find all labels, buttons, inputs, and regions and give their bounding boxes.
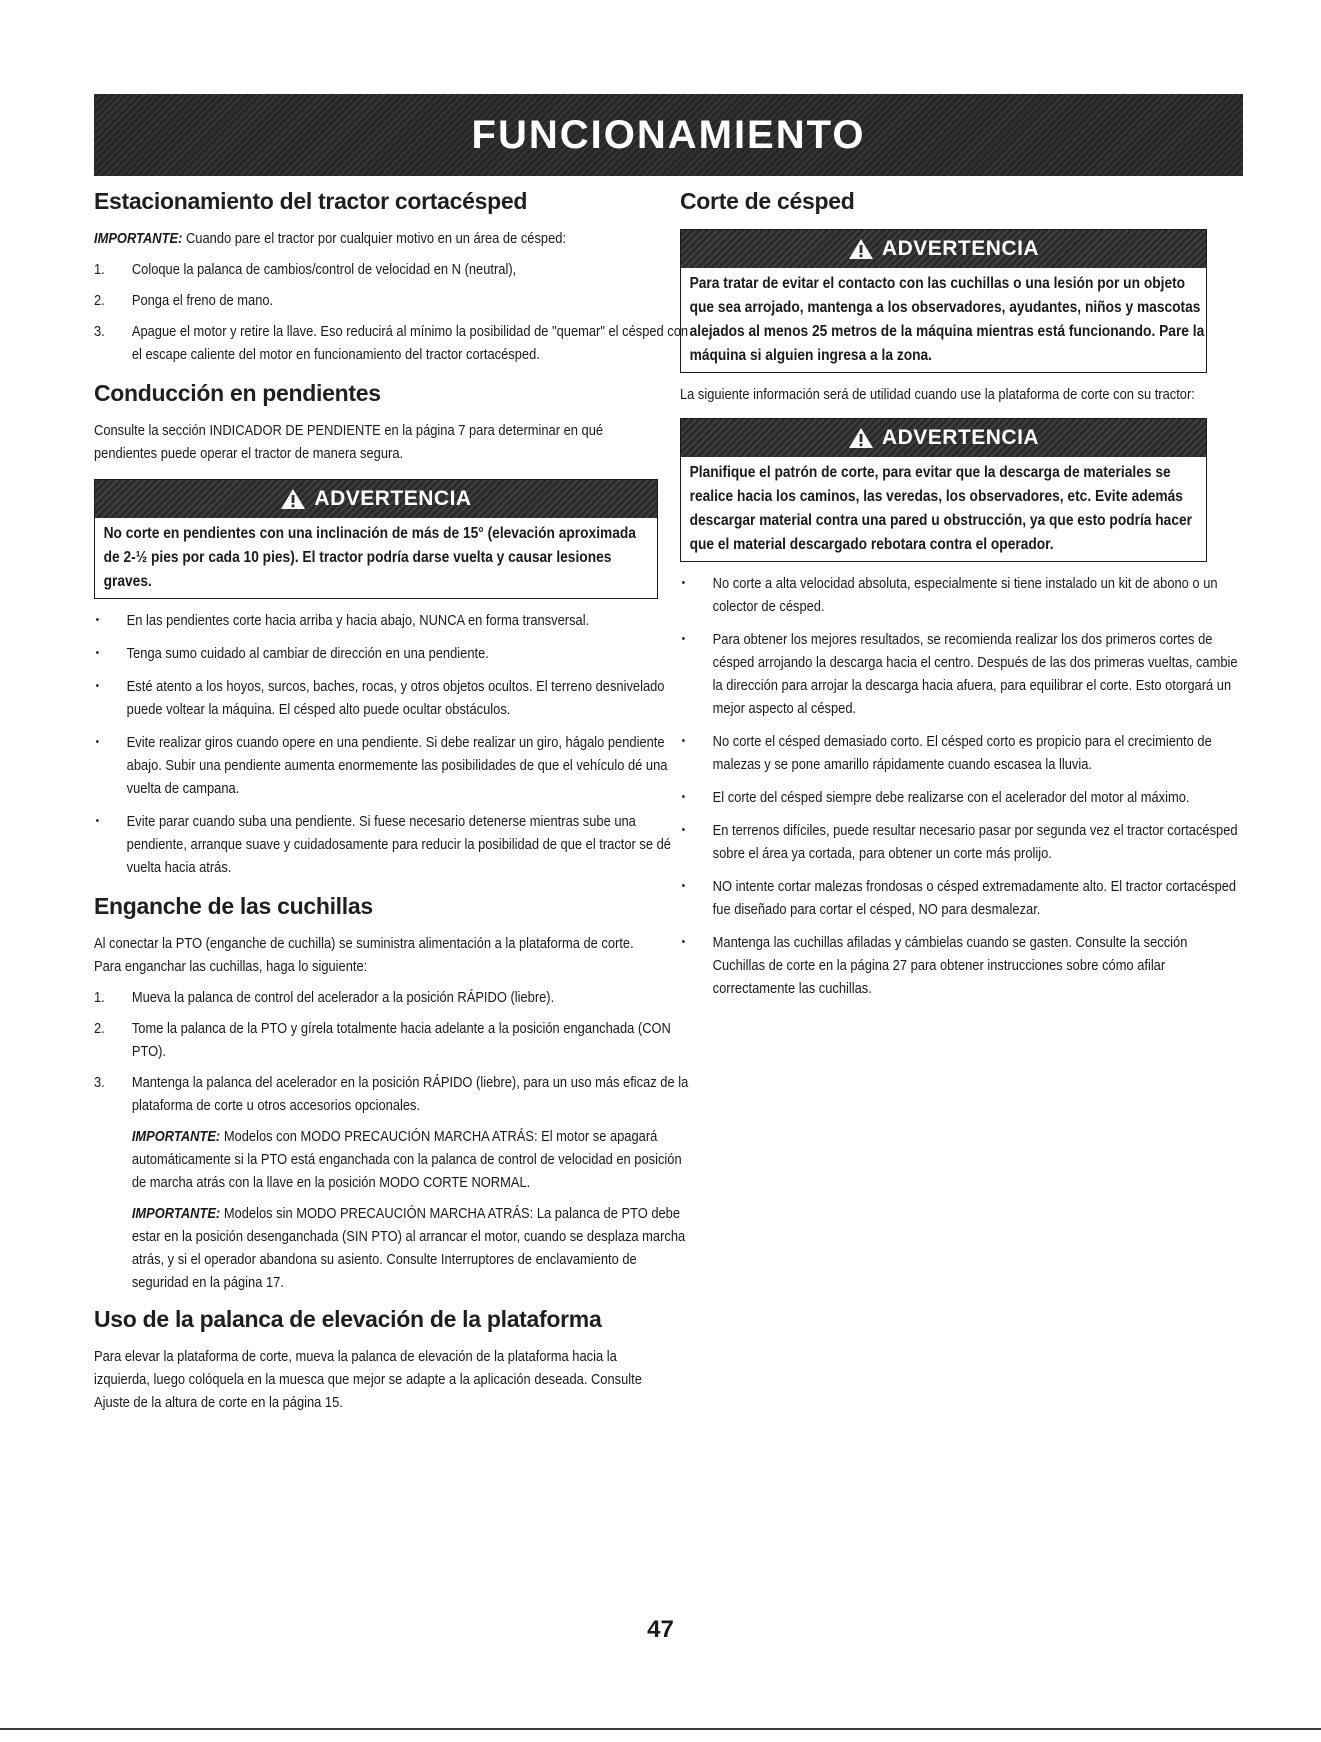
warning-box-slopes xyxy=(94,479,658,599)
item-number: 2. xyxy=(94,292,105,309)
important-label: IMPORTANTE: xyxy=(131,1205,221,1222)
item-text: Mueva la palanca de control del acelerador a la posición RÁPIDO (liebre). xyxy=(131,989,555,1006)
list-item: • En terrenos difíciles, puede resultar necesario pasar por segunda vez el tractor cortacésped sobre el área ya cortada, para obtener un corte más prolijo. xyxy=(680,819,1238,865)
important-text: Modelos sin MODO PRECAUCIÓN MARCHA ATRÁS: La palanca de PTO debe estar en la posición desenganchada (SIN PTO) al arrancar el motor, cuando se desplaza marcha atrás, y si el operador abandona su asiento. Consulte Interruptores de enclavamiento de seguridad en la página 17. xyxy=(131,1205,686,1291)
warning-header xyxy=(681,419,1206,457)
page-number: 47 xyxy=(647,1616,674,1643)
left-column xyxy=(94,188,689,1422)
warning-triangle-icon xyxy=(280,488,306,510)
item-text: Tome la palanca de la PTO y gírela totalmente hacia adelante a la posición enganchada (CON PTO). xyxy=(131,1020,671,1060)
warning-box-discharge xyxy=(680,418,1207,562)
item-number: 3. xyxy=(94,323,105,340)
heading-mowing: Corte de césped xyxy=(680,188,855,214)
heading-slopes: Conducción en pendientes xyxy=(94,380,381,406)
item-text: Ponga el freno de mano. xyxy=(131,292,274,309)
list-item: • En las pendientes corte hacia arriba y hacia abajo, NUNCA en forma transversal. xyxy=(94,609,689,632)
item-number: 2. xyxy=(94,1020,105,1037)
item-number: 1. xyxy=(94,261,105,278)
list-item: • Esté atento a los hoyos, surcos, baches, rocas, y otros objetos ocultos. El terreno desnivelado puede voltear la máquina. El césped alto puede ocultar obstáculos. xyxy=(94,675,689,721)
item-number: 1. xyxy=(94,989,105,1006)
important-note-reverse xyxy=(94,1125,694,1194)
bottom-divider xyxy=(0,1728,1321,1730)
warning-text: Planifique el patrón de corte, para evitar que la descarga de materiales se realice hacia los caminos, las veredas, los observadores, etc. Evite además descargar material contra una pared u obstrucción, ya que esto podría hacer que el material descargado rebotara contra el operador. xyxy=(689,464,1193,553)
banner-title: FUNCIONAMIENTO xyxy=(471,112,866,157)
mowing-intro: La siguiente información será de utilidad cuando use la plataforma de corte con su tractor: xyxy=(680,386,1195,403)
warning-box-thrown-objects xyxy=(680,229,1207,373)
list-item xyxy=(94,986,694,1009)
important-note-parking xyxy=(94,227,657,250)
list-item xyxy=(94,320,694,366)
important-text: Modelos con MODO PRECAUCIÓN MARCHA ATRÁS: El motor se apagará automáticamente si la PTO está enganchada con la palanca de control de velocidad en posición de marcha atrás con la llave en la posición MODO CORTE NORMAL. xyxy=(131,1128,682,1191)
list-item: • Evite realizar giros cuando opere en una pendiente. Si debe realizar un giro, hágalo pendiente abajo. Subir una pendiente aumenta enormemente las posibilidades de que el vehículo dé una vuelta de campana. xyxy=(94,731,689,800)
list-item: • No corte el césped demasiado corto. El césped corto es propicio para el crecimiento de malezas y se pone amarillo rápidamente cuando escasea la lluvia. xyxy=(680,730,1238,776)
heading-blade-engagement: Enganche de las cuchillas xyxy=(94,893,373,919)
item-text: Coloque la palanca de cambios/control de velocidad en N (neutral), xyxy=(131,261,517,278)
warning-triangle-icon xyxy=(848,238,874,260)
warning-header xyxy=(95,480,657,518)
important-label: IMPORTANTE: xyxy=(131,1128,221,1145)
list-item: • El corte del césped siempre debe realizarse con el acelerador del motor al máximo. xyxy=(680,786,1238,809)
important-text: Cuando pare el tractor por cualquier motivo en un área de césped: xyxy=(182,230,567,247)
blade-engagement-intro: Al conectar la PTO (enganche de cuchilla) se suministra alimentación a la plataforma de corte. Para enganchar las cuchillas, haga lo siguiente: xyxy=(94,935,634,975)
slopes-intro: Consulte la sección INDICADOR DE PENDIENTE en la página 7 para determinar en qué pendientes puede operar el tractor de manera segura. xyxy=(94,422,604,462)
important-label: IMPORTANTE: xyxy=(94,230,183,247)
list-item: • Mantenga las cuchillas afiladas y cámbielas cuando se gasten. Consulte la sección Cuchillas de corte en la página 27 para obtener instrucciones sobre cómo afilar correctamente las cuchillas. xyxy=(680,931,1238,1000)
deck-lift-text: Para elevar la plataforma de corte, mueva la palanca de elevación de la plataforma hacia la izquierda, luego colóquela en la muesca que mejor se adapte a la aplicación deseada. Consulte Ajuste de la altura de corte en la página 15. xyxy=(94,1348,642,1411)
right-column xyxy=(680,188,1238,1010)
list-item xyxy=(94,258,694,281)
warning-triangle-icon xyxy=(848,427,874,449)
warning-text: No corte en pendientes con una inclinación de más de 15° (elevación aproximada de 2-½ pies por cada 10 pies). El tractor podría darse vuelta y causar lesiones graves. xyxy=(103,525,636,590)
warning-header xyxy=(681,230,1206,268)
warning-text: Para tratar de evitar el contacto con las cuchillas o una lesión por un objeto que sea arrojado, mantenga a los observadores, ayudantes, niños y mascotas alejados al menos 25 metros de la máquina mientras está funcionando. Pare la máquina si alguien ingresa a la zona. xyxy=(689,275,1205,364)
heading-deck-lift: Uso de la palanca de elevación de la plataforma xyxy=(94,1306,602,1332)
list-item xyxy=(94,1071,694,1117)
list-item: • NO intente cortar malezas frondosas o césped extremadamente alto. El tractor cortacésped fue diseñado para cortar el césped, NO para desmalezar. xyxy=(680,875,1238,921)
item-text: Mantenga la palanca del acelerador en la posición RÁPIDO (liebre), para un uso más eficaz de la plataforma de corte u otros accesorios opcionales. xyxy=(131,1074,689,1114)
section-banner xyxy=(94,94,1243,176)
list-item xyxy=(94,289,694,312)
item-number: 3. xyxy=(94,1074,105,1091)
warning-title: ADVERTENCIA xyxy=(314,487,472,510)
warning-title: ADVERTENCIA xyxy=(881,426,1040,449)
item-text: Apague el motor y retire la llave. Eso reducirá al mínimo la posibilidad de "quemar" el césped con el escape caliente del motor en funcionamiento del tractor cortacésped. xyxy=(131,323,689,363)
list-item: • Evite parar cuando suba una pendiente. Si fuese necesario detenerse mientras sube una pendiente, arranque suave y cuidadosamente para reducir la posibilidad de que el tractor se dé vuelta hacia atrás. xyxy=(94,810,689,879)
list-item: • Para obtener los mejores resultados, se recomienda realizar los dos primeros cortes de césped arrojando la descarga hacia el centro. Después de las dos primeras vueltas, cambie la dirección para arrojar la descarga hacia afuera, para equilibrar el corte. Esto otorgará un mejor aspecto al césped. xyxy=(680,628,1238,720)
warning-title: ADVERTENCIA xyxy=(881,237,1040,260)
heading-parking: Estacionamiento del tractor cortacésped xyxy=(94,188,528,214)
list-item: • Tenga sumo cuidado al cambiar de dirección en una pendiente. xyxy=(94,642,689,665)
list-item xyxy=(94,1017,694,1063)
important-note-no-reverse xyxy=(94,1202,694,1294)
list-item: • No corte a alta velocidad absoluta, especialmente si tiene instalado un kit de abono o un colector de césped. xyxy=(680,572,1238,618)
